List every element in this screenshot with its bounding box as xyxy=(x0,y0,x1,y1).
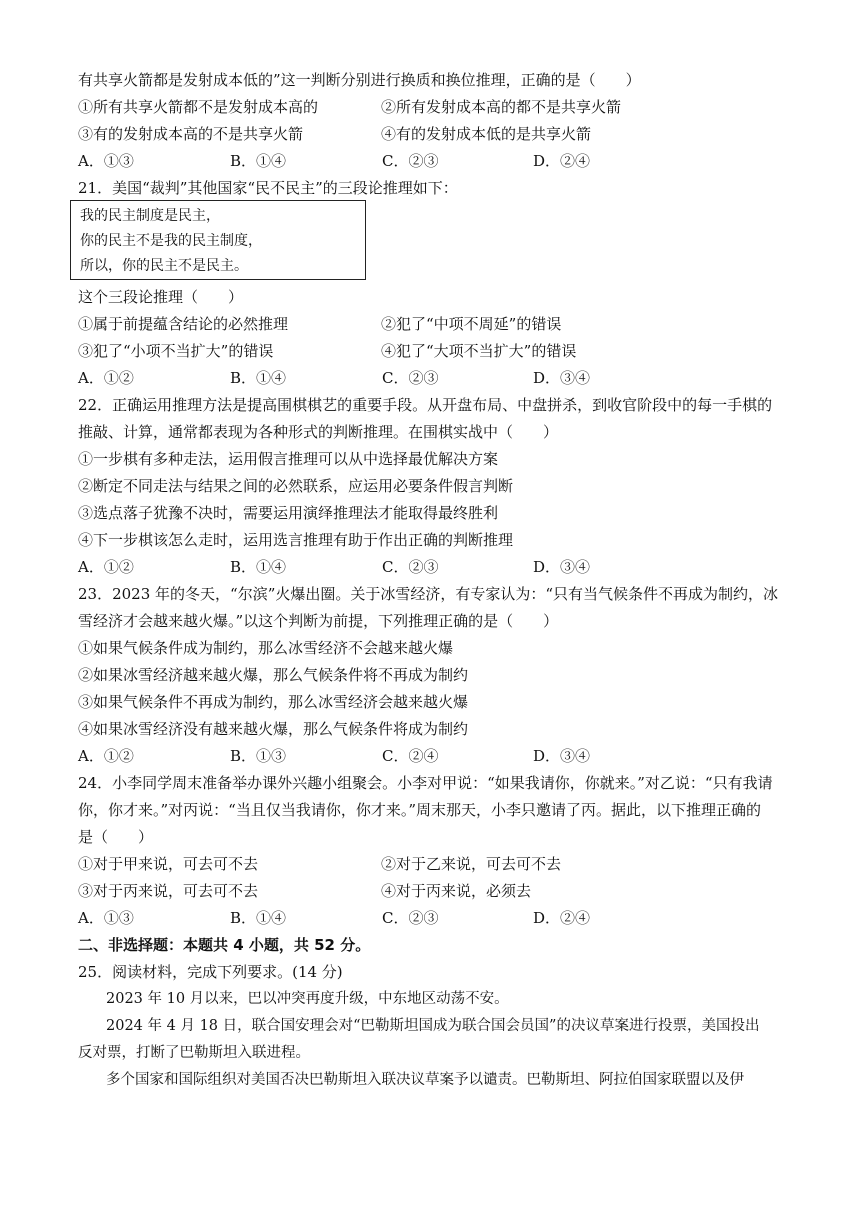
q20-options-row1 xyxy=(78,97,788,117)
q22-answer-a[interactable]: A．①② xyxy=(78,558,134,576)
q25-stem: 25．阅读材料，完成下列要求。(14 分) xyxy=(78,963,343,981)
q22-answer-d[interactable]: D．③④ xyxy=(533,558,591,576)
q22-stem-line2: 推敲、计算，通常都表现为各种形式的判断推理。在围棋实战中（ ） xyxy=(78,423,559,441)
q20-option-2: ②所有发射成本高的都不是共享火箭 xyxy=(381,98,622,116)
q20-option-4: ④有的发射成本低的是共享火箭 xyxy=(381,125,592,143)
q22-option-1: ①一步棋有多种走法，运用假言推理可以从中选择最优解决方案 xyxy=(78,450,499,468)
q22-option-3: ③选点落子犹豫不决时，需要运用演绎推理法才能取得最终胜利 xyxy=(78,504,499,522)
q25-paragraph-1: 2023 年 10 月以来，巴以冲突再度升级，中东地区动荡不安。 xyxy=(106,991,509,1007)
q21-option-2: ②犯了“中项不周延”的错误 xyxy=(381,315,562,333)
q24-answer-b[interactable]: B．①④ xyxy=(230,909,287,927)
q21-option-1: ①属于前提蕴含结论的必然推理 xyxy=(78,315,289,333)
q21-box-line-2: 你的民主不是我的民主制度， xyxy=(80,233,262,249)
q21-option-3: ③犯了“小项不当扩大”的错误 xyxy=(78,342,274,360)
q20-answer-c[interactable]: C．②③ xyxy=(382,152,439,170)
q23-answer-c[interactable]: C．②④ xyxy=(382,747,439,765)
q23-answer-b[interactable]: B．①③ xyxy=(230,747,287,765)
q24-stem-line2: 你，你才来。”对丙说：“当且仅当我请你，你才来。”周末那天，小李只邀请了丙。据此，以下推理正确的 xyxy=(78,801,762,819)
q24-option-3: ③对于丙来说，可去可不去 xyxy=(78,882,259,900)
q21-options-row2 xyxy=(78,341,788,361)
q23-stem-line2: 雪经济才会越来越火爆。”以这个判断为前提，下列推理正确的是（ ） xyxy=(78,612,559,630)
q24-options-row1 xyxy=(78,854,788,874)
q20-answer-b[interactable]: B．①④ xyxy=(230,152,287,170)
q24-stem-line3: 是（ ） xyxy=(78,828,154,846)
q24-answer-a[interactable]: A．①③ xyxy=(78,909,134,927)
q21-answer-c[interactable]: C．②③ xyxy=(382,369,439,387)
q22-answer-b[interactable]: B．①④ xyxy=(230,558,287,576)
q22-stem-line1: 22．正确运用推理方法是提高围棋棋艺的重要手段。从开盘布局、中盘拼杀，到收官阶段中的每一手棋的 xyxy=(78,396,773,414)
q21-answer-a[interactable]: A．①② xyxy=(78,369,134,387)
q25-paragraph-2-line2: 反对票，打断了巴勒斯坦入联进程。 xyxy=(78,1045,310,1061)
q23-answer-a[interactable]: A．①② xyxy=(78,747,134,765)
q20-option-1: ①所有共享火箭都不是发射成本高的 xyxy=(78,98,319,116)
q21-answer-d[interactable]: D．③④ xyxy=(533,369,591,387)
q23-option-3: ③如果气候条件不再成为制约，那么冰雪经济会越来越火爆 xyxy=(78,693,469,711)
q24-stem-line1: 24．小李同学周末准备举办课外兴趣小组聚会。小李对甲说：“如果我请你，你就来。”对乙说：“只有我请 xyxy=(78,774,773,792)
q20-stem: 有共享火箭都是发射成本低的”这一判断分别进行换质和换位推理，正确的是（ ） xyxy=(78,71,641,89)
q20-answer-a[interactable]: A．①③ xyxy=(78,152,134,170)
q21-sub-stem: 这个三段论推理（ ） xyxy=(78,288,244,306)
q21-options-row1 xyxy=(78,314,788,334)
q22-option-2: ②断定不同走法与结果之间的必然联系，应运用必要条件假言判断 xyxy=(78,477,514,495)
q24-option-4: ④对于丙来说，必须去 xyxy=(381,882,532,900)
q25-paragraph-2-line1: 2024 年 4 月 18 日，联合国安理会对“巴勒斯坦国成为联合国会员国”的决议草案进行投票，美国投出 xyxy=(106,1018,760,1034)
q23-stem-line1: 23．2023 年的冬天，“尔滨”火爆出圈。关于冰雪经济，有专家认为：“只有当气候条件不再成为制约，冰 xyxy=(78,585,779,603)
q21-box-line-1: 我的民主制度是民主， xyxy=(80,208,220,224)
q24-option-1: ①对于甲来说，可去可不去 xyxy=(78,855,259,873)
q23-option-4: ④如果冰雪经济没有越来越火爆，那么气候条件将成为制约 xyxy=(78,720,469,738)
q24-options-row2 xyxy=(78,881,788,901)
q21-option-4: ④犯了“大项不当扩大”的错误 xyxy=(381,342,577,360)
q22-option-4: ④下一步棋该怎么走时，运用选言推理有助于作出正确的判断推理 xyxy=(78,531,514,549)
q20-option-3: ③有的发射成本高的不是共享火箭 xyxy=(78,125,304,143)
q24-answer-c[interactable]: C．②③ xyxy=(382,909,439,927)
q24-answer-d[interactable]: D．②④ xyxy=(533,909,591,927)
q25-paragraph-3-line1: 多个国家和国际组织对美国否决巴勒斯坦入联决议草案予以谴责。巴勒斯坦、阿拉伯国家联盟以及伊 xyxy=(106,1072,744,1088)
q23-option-2: ②如果冰雪经济越来越火爆，那么气候条件将不再成为制约 xyxy=(78,666,469,684)
q20-answer-d[interactable]: D．②④ xyxy=(533,152,591,170)
q21-stem: 21．美国“裁判”其他国家“民不民主”的三段论推理如下： xyxy=(78,179,458,197)
q23-option-1: ①如果气候条件成为制约，那么冰雪经济不会越来越火爆 xyxy=(78,639,454,657)
q22-answer-c[interactable]: C．②③ xyxy=(382,558,439,576)
q23-answer-d[interactable]: D．③④ xyxy=(533,747,591,765)
q21-box-line-3: 所以，你的民主不是民主。 xyxy=(80,258,248,274)
q21-syllogism-box xyxy=(70,200,366,280)
q20-options-row2 xyxy=(78,124,788,144)
section-heading: 二、非选择题：本题共 4 小题，共 52 分。 xyxy=(78,936,371,954)
q24-option-2: ②对于乙来说，可去可不去 xyxy=(381,855,562,873)
q21-answer-b[interactable]: B．①④ xyxy=(230,369,287,387)
